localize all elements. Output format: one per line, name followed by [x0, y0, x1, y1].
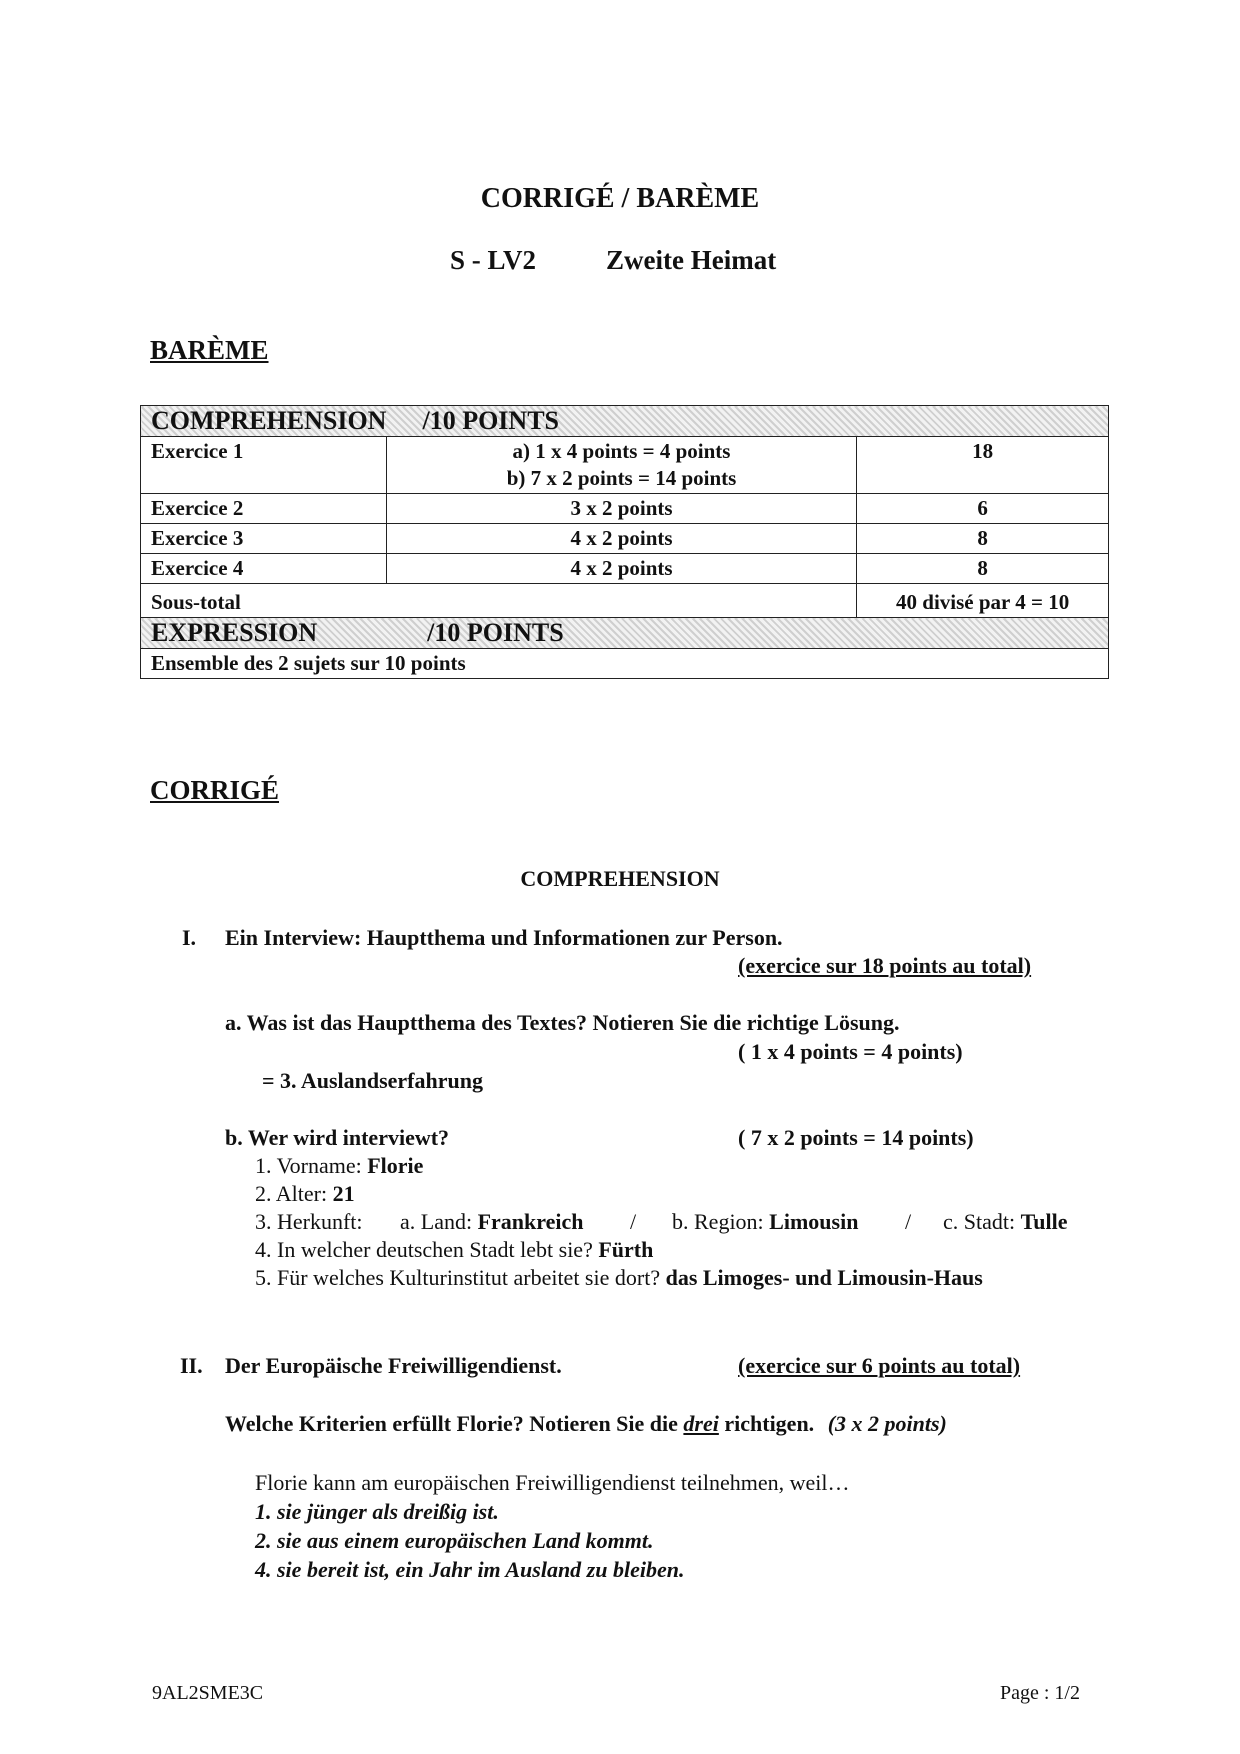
q3-region — [672, 1209, 858, 1235]
part2-answer: 1. sie jünger als dreißig ist. — [255, 1499, 499, 1524]
expression-band — [141, 618, 1109, 649]
list-item — [255, 1237, 653, 1263]
exercise-scoring — [386, 437, 856, 494]
q3-separator: / — [905, 1209, 912, 1234]
list-item — [255, 1153, 423, 1179]
part2-title: Der Europäische Freiwilligendienst. — [225, 1353, 562, 1378]
exercise-total: 8 — [857, 524, 1109, 554]
part2-question-pre: Welche Kriterien erfüllt Florie? Notieren Sie die — [225, 1411, 684, 1436]
exercise-label: Exercice 3 — [141, 524, 387, 554]
q1-answer: Florie — [367, 1153, 424, 1178]
corrige-heading: CORRIGÉ — [150, 775, 280, 805]
q3-region-label: b. Region: — [672, 1209, 770, 1234]
exercise-total: 8 — [857, 554, 1109, 584]
part1-b-points: ( 7 x 2 points = 14 points) — [738, 1125, 974, 1150]
document-title: CORRIGÉ / BARÈME — [480, 183, 760, 214]
part2-question-post: richtigen. — [718, 1411, 815, 1436]
exercise-scoring: 3 x 2 points — [386, 494, 856, 524]
comprehension-band-label: COMPREHENSION — [151, 406, 387, 435]
table-row — [141, 524, 1109, 554]
expression-band-label: EXPRESSION — [151, 618, 318, 647]
q2-answer: 21 — [332, 1181, 355, 1206]
part1-a-points: ( 1 x 4 points = 4 points) — [738, 1039, 963, 1064]
comprehension-band — [141, 406, 1109, 437]
q3-land-label: a. Land: — [400, 1209, 478, 1234]
part2-total: (exercice sur 6 points au total) — [738, 1353, 1021, 1378]
part2-question-emphasis: drei — [683, 1411, 719, 1436]
part2-answer: 2. sie aus einem europäischen Land kommt. — [255, 1528, 654, 1553]
q3-city-answer: Tulle — [1020, 1209, 1068, 1234]
q5-label: 5. Für welches Kulturinstitut arbeitet sie dort? — [255, 1265, 666, 1290]
bareme-heading: BARÈME — [150, 335, 269, 365]
list-item — [255, 1181, 355, 1207]
part1-number: I. — [182, 925, 197, 950]
q3-region-answer: Limousin — [769, 1209, 859, 1234]
part1-title: Ein Interview: Hauptthema und Informationen zur Person. — [225, 925, 783, 950]
exercise-scoring: 4 x 2 points — [386, 524, 856, 554]
text-title: Zweite Heimat — [606, 245, 777, 275]
expression-band-points: /10 POINTS — [427, 618, 564, 647]
comprehension-band-points: /10 POINTS — [422, 406, 559, 435]
comprehension-title: COMPREHENSION — [520, 866, 720, 891]
part2-question-points: (3 x 2 points) — [827, 1411, 947, 1436]
part1-total: (exercice sur 18 points au total) — [738, 953, 1032, 978]
page-number: Page : 1/2 — [1000, 1682, 1080, 1704]
q3-city-label: c. Stadt: — [943, 1209, 1021, 1234]
table-row — [141, 437, 1109, 494]
footer-code: 9AL2SME3C — [152, 1682, 264, 1704]
part2-intro: Florie kann am europäischen Freiwilligendienst teilnehmen, weil… — [255, 1470, 850, 1495]
q3-label: 3. Herkunft: — [255, 1209, 363, 1234]
part1-a-question: a. Was ist das Hauptthema des Textes? Notieren Sie die richtige Lösung. — [225, 1010, 900, 1035]
exercise-total: 6 — [857, 494, 1109, 524]
exercise-scoring: 4 x 2 points — [386, 554, 856, 584]
q3-land-answer: Frankreich — [477, 1209, 584, 1234]
part1-a-answer: = 3. Auslandserfahrung — [262, 1068, 483, 1093]
q3-land — [400, 1209, 584, 1235]
exam-code: S - LV2 — [450, 245, 537, 275]
scoring-line: b) 7 x 2 points = 14 points — [506, 466, 737, 490]
part1-b-question: b. Wer wird interviewt? — [225, 1125, 450, 1150]
subtotal-label: Sous-total — [141, 584, 857, 618]
exercise-label: Exercice 2 — [141, 494, 387, 524]
expression-row — [141, 649, 1109, 679]
q2-label: 2. Alter: — [255, 1181, 333, 1206]
list-item — [255, 1265, 983, 1291]
q3-city — [943, 1209, 1068, 1235]
table-row — [141, 554, 1109, 584]
table-row — [141, 494, 1109, 524]
q4-answer: Fürth — [598, 1237, 654, 1262]
subtotal-row — [141, 584, 1109, 618]
bareme-table — [140, 405, 1109, 679]
q3-separator: / — [630, 1209, 637, 1234]
q1-label: 1. Vorname: — [255, 1153, 368, 1178]
scoring-line: a) 1 x 4 points = 4 points — [512, 439, 731, 463]
part2-question — [225, 1411, 947, 1437]
part2-number: II. — [180, 1353, 203, 1378]
subtotal-value: 40 divisé par 4 = 10 — [857, 584, 1109, 618]
exercise-label: Exercice 4 — [141, 554, 387, 584]
part2-answer: 4. sie bereit ist, ein Jahr im Ausland zu bleiben. — [255, 1557, 685, 1582]
q5-answer: das Limoges- und Limousin-Haus — [665, 1265, 983, 1290]
exercise-total: 18 — [857, 437, 1109, 494]
exercise-label: Exercice 1 — [141, 437, 387, 494]
expression-note: Ensemble des 2 sujets sur 10 points — [141, 649, 1109, 679]
q4-label: 4. In welcher deutschen Stadt lebt sie? — [255, 1237, 599, 1262]
